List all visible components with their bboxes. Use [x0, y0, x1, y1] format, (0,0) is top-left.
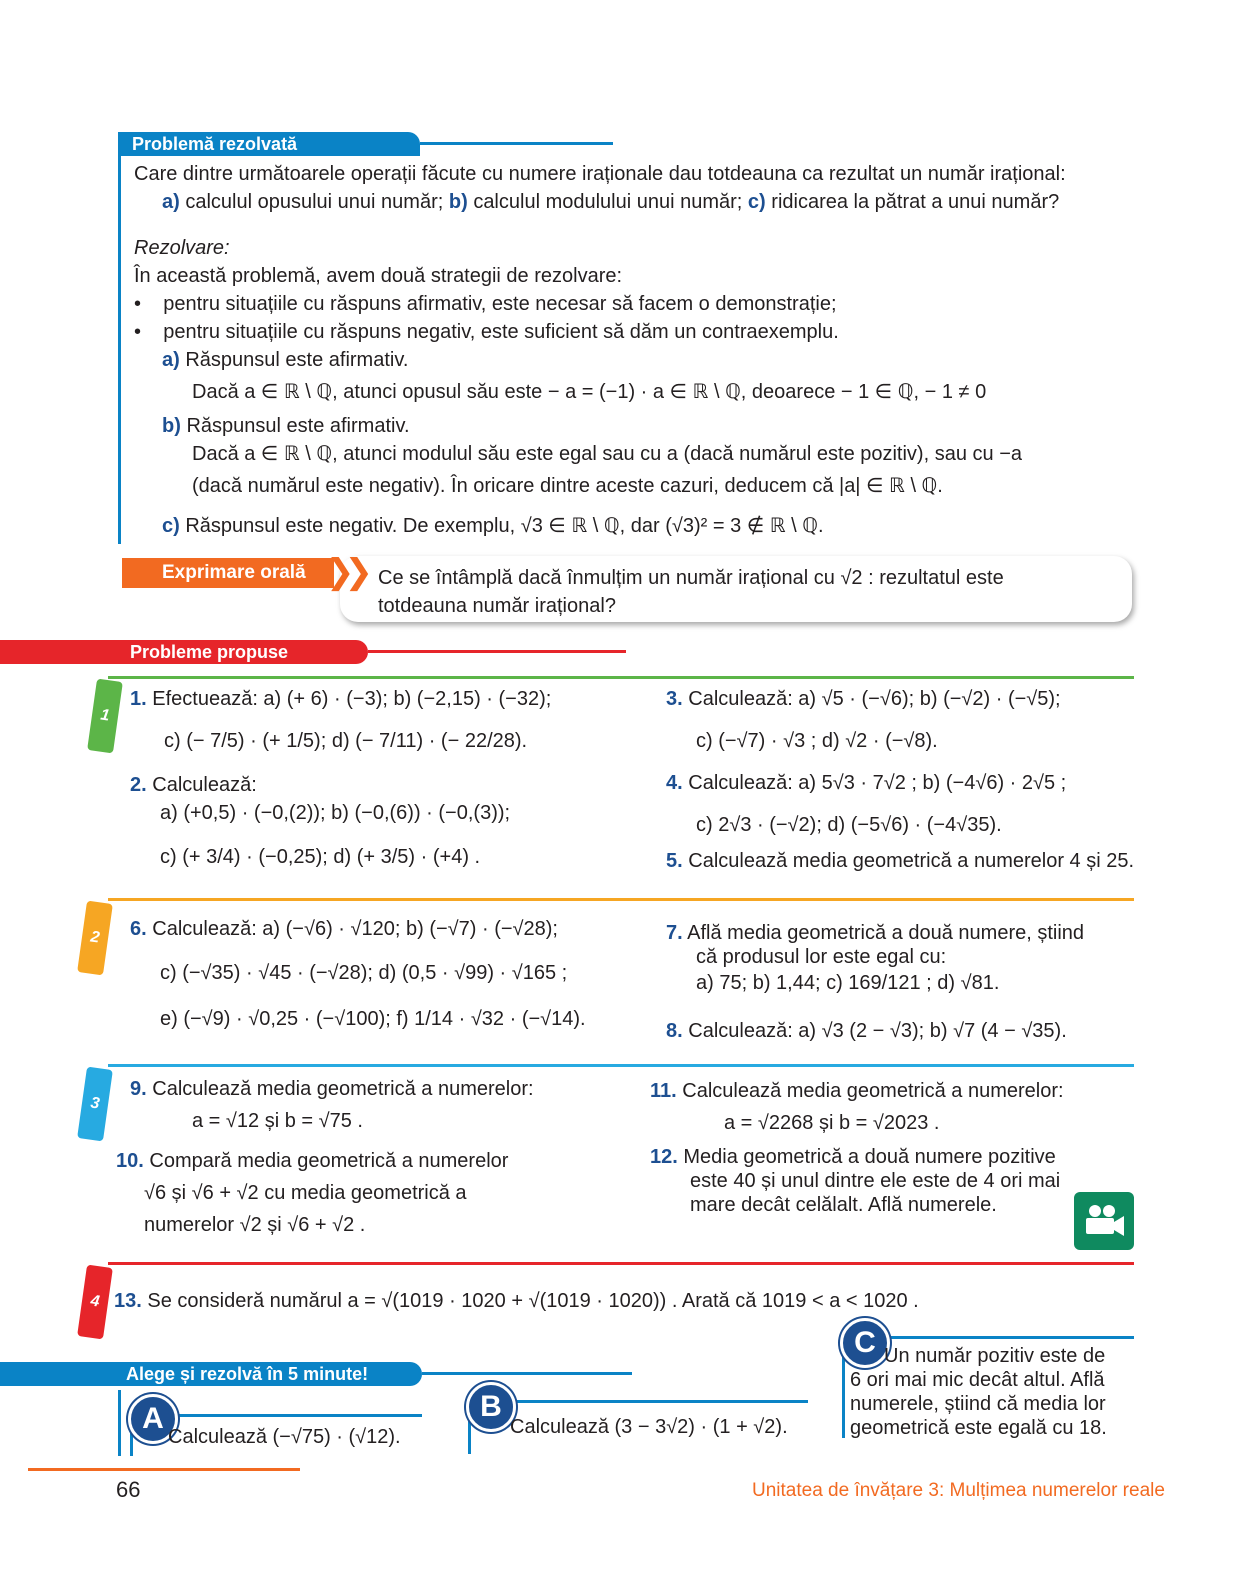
- part-b-detail-1: Dacă a ∈ ℝ \ ℚ, atunci modulul său este egal sau cu a (dacă numărul este pozitiv), sau cu −a: [192, 443, 1022, 465]
- solved-options: [162, 188, 1059, 216]
- problem-text: Se consideră numărul a = √(1019 · 1020 + √(1019 · 1020)) . Arată că 1019 < a < 1020 .: [147, 1290, 919, 1312]
- solved-header: [118, 132, 420, 156]
- quick-c-letter: C: [854, 1326, 876, 1359]
- problem-2-line-2: a) (+0,5) · (−0,(2)); b) (−0,(6)) · (−0,(3));: [160, 802, 511, 824]
- problem-11-line-2: a = √2268 și b = √2023 .: [724, 1112, 940, 1134]
- unit-title: Unitatea de învățare 3: Mulțimea numerelor reale: [752, 1480, 1165, 1501]
- solved-header-rule: [420, 142, 613, 145]
- level-4-rule: [108, 1262, 1134, 1265]
- problem-6-line-3: e) (−√9) · √0,25 · (−√100); f) 1/14 · √32 · (−√14).: [160, 1008, 586, 1030]
- problem-9: [130, 1074, 534, 1104]
- oral-label-tab: [122, 558, 334, 588]
- option-b-text: calculul modulului unui număr;: [473, 191, 743, 213]
- quick-header-label: Alege și rezolvă în 5 minute!: [126, 1364, 369, 1384]
- resolution-label: Rezolvare:: [134, 237, 230, 259]
- video-camera-icon[interactable]: [1074, 1192, 1134, 1250]
- problem-1-line-2: c) (− 7/5) · (+ 1/5); d) (− 7/11) · (− 22/28).: [164, 730, 528, 752]
- problem-1: [130, 684, 551, 714]
- problem-number: 1.: [130, 688, 147, 710]
- problem-text: Calculează: a) (−√6) · √120; b) (−√7) · (−√28);: [152, 918, 558, 940]
- problem-text: Calculează media geometrică a numerelor:: [682, 1080, 1064, 1102]
- solved-question: Care dintre următoarele operații făcute cu numere iraționale dau totdeauna ca rezultat un număr irațional:: [134, 163, 1066, 185]
- problem-text: Calculează: a) 5√3 · 7√2 ; b) (−4√6) · 2√5 ;: [688, 772, 1067, 794]
- bullet-item: • pentru situațiile cu răspuns negativ, este suficient să dăm un contraexemplu.: [134, 321, 839, 343]
- part-a-letter: a): [162, 349, 180, 371]
- option-a-text: calculul opusului unui număr;: [185, 191, 444, 213]
- problem-5: [666, 846, 1134, 876]
- quick-b-text: Calculează (3 − 3√2) · (1 + √2).: [510, 1416, 788, 1438]
- problem-2: [130, 770, 257, 800]
- level-2-crayon: [77, 901, 113, 976]
- level-1-number: 1: [99, 706, 111, 725]
- problem-text: Calculează media geometrică a numerelor:: [152, 1078, 534, 1100]
- problem-number: 12.: [650, 1146, 678, 1168]
- problem-text: Află media geometrică a două numere, știind: [687, 922, 1085, 944]
- problem-number: 5.: [666, 850, 683, 872]
- part-b-answer-text: Răspunsul este afirmativ.: [186, 415, 410, 437]
- quick-a-letter: A: [142, 1402, 164, 1435]
- problem-number: 2.: [130, 774, 147, 796]
- problem-2-line-3: c) (+ 3/4) · (−0,25); d) (+ 3/5) · (+4) .: [160, 846, 481, 868]
- part-c-answer-text: Răspunsul este negativ. De exemplu, √3 ∈ ℝ \ ℚ, dar (√3)² = 3 ∉ ℝ \ ℚ.: [185, 515, 824, 537]
- quick-c-line-1: Un număr pozitiv este de: [884, 1345, 1106, 1367]
- quick-a-text: Calculează (−√75) · (√12).: [168, 1426, 401, 1448]
- part-a-answer: [162, 346, 408, 374]
- oral-line-1: Ce se întâmplă dacă înmulțim un număr irațional cu √2 : rezultatul este: [378, 567, 1004, 589]
- quick-c-top-rule: [870, 1336, 1134, 1339]
- quick-c-badge: [840, 1318, 890, 1368]
- problem-4-line-2: c) 2√3 · (−√2); d) (−5√6) · (−4√35).: [696, 814, 1002, 836]
- problem-10-line-3: numerelor √2 și √6 + √2 .: [144, 1214, 366, 1236]
- chevron-right-icon: ❯❯: [326, 553, 363, 591]
- level-2-number: 2: [89, 928, 101, 947]
- level-3-crayon: [77, 1067, 113, 1142]
- quick-a-left-rule: [118, 1390, 121, 1456]
- problem-4: [666, 768, 1066, 798]
- option-b-letter: b): [448, 191, 468, 213]
- option-a-letter: a): [162, 191, 180, 213]
- solved-left-rule: [118, 156, 121, 544]
- footer-rule: [28, 1468, 300, 1471]
- problem-text: Media geometrică a două numere pozitive: [683, 1146, 1056, 1168]
- problem-text: Calculează: a) √3 (2 − √3); b) √7 (4 − √35).: [688, 1020, 1067, 1042]
- problem-number: 10.: [116, 1150, 144, 1172]
- proposed-header-label: Probleme propuse: [130, 642, 289, 662]
- bullet-text: pentru situațiile cu răspuns negativ, este suficient să dăm un contraexemplu.: [163, 321, 839, 343]
- problem-12-line-2: este 40 și unul dintre ele este de 4 ori mai: [690, 1170, 1061, 1192]
- level-2-rule: [108, 898, 1134, 901]
- proposed-header-rule: [368, 650, 626, 653]
- resolution-intro: În această problemă, avem două strategii de rezolvare:: [134, 265, 623, 287]
- problem-3: [666, 684, 1061, 714]
- problem-text: Calculează:: [152, 774, 257, 796]
- level-4-crayon: [77, 1265, 113, 1340]
- quick-c-line-3: numerele, știind că media lor: [850, 1393, 1106, 1415]
- problem-text: Efectuează: a) (+ 6) · (−3); b) (−2,15) · (−32);: [152, 688, 552, 710]
- solved-header-label: Problemă rezolvată: [132, 134, 298, 154]
- problem-number: 6.: [130, 918, 147, 940]
- problem-number: 8.: [666, 1020, 683, 1042]
- problem-text: Calculează media geometrică a numerelor 4 și 25.: [688, 850, 1135, 872]
- problem-3-line-2: c) (−√7) · √3 ; d) √2 · (−√8).: [696, 730, 938, 752]
- part-b-detail-2: (dacă numărul este negativ). În oricare dintre aceste cazuri, deducem că |a| ∈ ℝ \ ℚ.: [192, 475, 943, 497]
- quick-b-top-rule: [500, 1400, 808, 1403]
- quick-c-line-4: geometrică este egală cu 18.: [850, 1417, 1107, 1439]
- level-1-rule: [108, 676, 1134, 679]
- quick-header-rule: [422, 1372, 632, 1375]
- quick-c-line-2: 6 ori mai mic decât altul. Află: [850, 1369, 1105, 1391]
- problem-6-line-2: c) (−√35) · √45 · (−√28); d) (0,5 · √99) · √165 ;: [160, 962, 568, 984]
- quick-c-left-rule: [842, 1346, 845, 1438]
- option-c-letter: c): [747, 191, 766, 213]
- oral-line-2: totdeauna număr irațional?: [378, 595, 616, 617]
- problem-number: 11.: [650, 1080, 677, 1102]
- level-3-number: 3: [89, 1094, 101, 1113]
- problem-12-line-3: mare decât celălalt. Află numerele.: [690, 1194, 997, 1216]
- level-3-rule: [108, 1064, 1134, 1067]
- part-c-letter: c): [162, 515, 180, 537]
- option-c-text: ridicarea la pătrat a unui număr?: [771, 191, 1060, 213]
- problem-10: [116, 1146, 508, 1176]
- problem-6: [130, 914, 558, 944]
- problem-number: 13.: [114, 1290, 142, 1312]
- problem-13: [114, 1286, 919, 1316]
- proposed-header: [0, 640, 368, 664]
- problem-7-line-2: că produsul lor este egal cu:: [696, 946, 947, 968]
- quick-a-top-rule: [150, 1414, 422, 1417]
- part-c-answer: [162, 512, 824, 540]
- problem-9-line-2: a = √12 și b = √75 .: [192, 1110, 363, 1132]
- problem-11: [650, 1076, 1064, 1106]
- quick-b-badge: [466, 1382, 516, 1432]
- bullet-item: • pentru situațiile cu răspuns afirmativ, este necesar să facem o demonstrație;: [134, 293, 837, 315]
- part-b-letter: b): [162, 415, 181, 437]
- problem-number: 9.: [130, 1078, 147, 1100]
- oral-label: Exprimare orală: [162, 562, 306, 583]
- level-1-crayon: [87, 679, 123, 754]
- problem-10-line-2: √6 și √6 + √2 cu media geometrică a: [144, 1182, 467, 1204]
- problem-8: [666, 1016, 1067, 1046]
- problem-number: 3.: [666, 688, 683, 710]
- problem-number: 7.: [666, 922, 683, 944]
- problem-7-line-3: a) 75; b) 1,44; c) 169/121 ; d) √81.: [696, 972, 1000, 994]
- quick-header: [0, 1362, 422, 1386]
- bullet-text: pentru situațiile cu răspuns afirmativ, este necesar să facem o demonstrație;: [163, 293, 837, 315]
- level-4-number: 4: [89, 1292, 101, 1311]
- quick-b-letter: B: [480, 1390, 502, 1423]
- part-b-answer: [162, 412, 410, 440]
- part-a-answer-text: Răspunsul este afirmativ.: [185, 349, 409, 371]
- problem-text: Calculează: a) √5 · (−√6); b) (−√2) · (−√5);: [688, 688, 1061, 710]
- problem-text: Compară media geometrică a numerelor: [149, 1150, 509, 1172]
- page-number: 66: [116, 1477, 141, 1502]
- problem-number: 4.: [666, 772, 683, 794]
- part-a-detail: Dacă a ∈ ℝ \ ℚ, atunci opusul său este − a = (−1) · a ∈ ℝ \ ℚ, deoarece − 1 ∈ ℚ, − 1 ≠ 0: [192, 381, 987, 403]
